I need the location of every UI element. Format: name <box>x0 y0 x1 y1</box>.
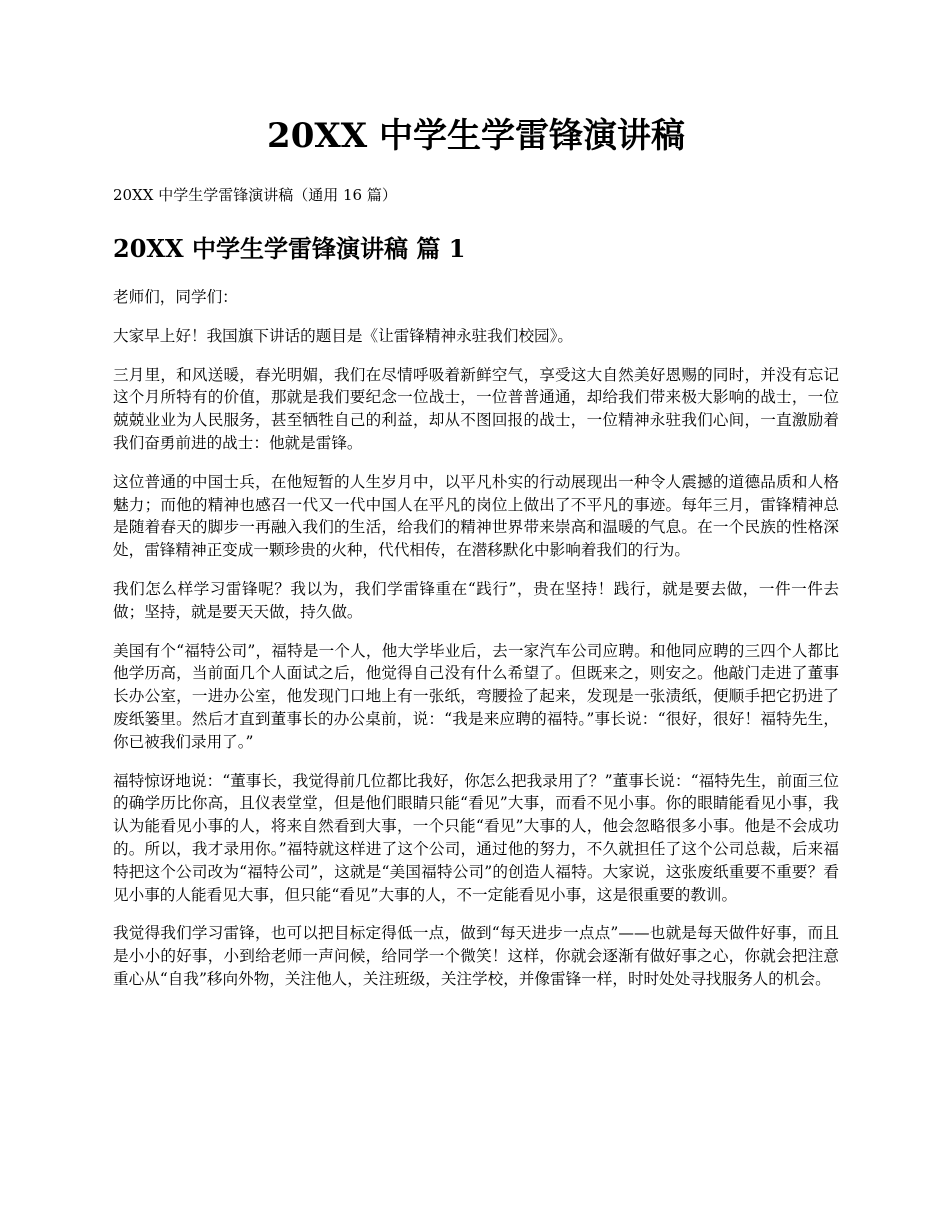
document-subtitle: 20XX 中学生学雷锋演讲稿（通用 16 篇） <box>113 186 397 204</box>
paragraph-ford-story: 美国有个“福特公司”，福特是一个人，他大学毕业后，去一家汽车公司应聘。和他同应聘的三四个人都比他学历高，当前面几个人面试之后，他觉得自己没有什么希望了。但既来之，则安之。他敲门走进了董事长办公室，一进办公室，他发现门口地上有一张纸，弯腰捡了起来，发现是一张渍纸，便顺手把它扔进了废纸篓里。然后才直到董事长的办公桌前，说：“我是来应聘的福特。”事长说：“很好，很好！福特先生，你已被我们录用了。” <box>113 641 839 751</box>
document-title: 20XX 中学生学雷锋演讲稿 <box>267 116 685 156</box>
paragraph-how-to-learn: 我们怎么样学习雷锋呢？我以为，我们学雷锋重在“践行”，贵在坚持！践行，就是要去做，一件一件去做；坚持，就是要天天做，持久做。 <box>113 579 839 621</box>
body-text <box>113 286 839 1007</box>
paragraph-intro: 大家早上好！我国旗下讲话的题目是《让雷锋精神永驻我们校园》。 <box>113 326 574 345</box>
paragraph-greeting: 老师们，同学们： <box>113 288 238 306</box>
paragraph-march: 三月里，和风送暖，春光明媚，我们在尽情呼吸着新鲜空气，享受这大自然美好恩赐的同时，并没有忘记这个月所特有的价值，那就是我们要纪念一位战士，一位普普通通，却给我们带来极大影响的战士，一位兢兢业业为人民服务，甚至牺牲自己的利益，却从不图回报的战士，一位精神永驻我们心间，一直激励着我们奋勇前进的战士：他就是雷锋。 <box>113 365 839 452</box>
paragraph-ford-dialogue: 福特惊讶地说：“董事长，我觉得前几位都比我好，你怎么把我录用了？”董事长说：“福特先生，前面三位的确学历比你高，且仪表堂堂，但是他们眼睛只能“看见”大事，而看不见小事。你的眼睛能看见小事，我认为能看见小事的人，将来自然看到大事，一个只能“看见”大事的人，他会忽略很多小事。他是不会成功的。所以，我才录用你。”福特就这样进了这个公司，通过他的努力，不久就担任了这个公司总裁，后来福特把这个公司改为“福特公司”，这就是“美国福特公司”的创造人福特。大家说，这张废纸重要不重要？看见小事的人能看见大事，但只能“看见”大事的人，不一定能看见小事，这是很重要的教训。 <box>113 771 839 904</box>
paragraph-soldier: 这位普通的中国士兵，在他短暂的人生岁月中，以平凡朴实的行动展现出一种令人震撼的道德品质和人格魅力；而他的精神也感召一代又一代中国人在平凡的岗位上做出了不平凡的事迹。每年三月，雷锋精神总是随着春天的脚步一再融入我们的生活，给我们的精神世界带来崇高和温暖的气息。在一个民族的性格深处，雷锋精神正变成一颗珍贵的火种，代代相传，在潜移默化中影响着我们的行为。 <box>113 472 839 560</box>
section-heading: 20XX 中学生学雷锋演讲稿 篇 1 <box>113 234 466 263</box>
paragraph-conclusion: 我觉得我们学习雷锋，也可以把目标定得低一点，做到“每天进步一点点”——也就是每天做件好事，而且是小小的好事，小到给老师一声问候，给同学一个微笑！这样，你就会逐渐有做好事之心，你就会把注意重心从“自我”移向外物，关注他人，关注班级，关注学校，并像雷锋一样，时时处处寻找服务人的机会。 <box>113 924 839 988</box>
